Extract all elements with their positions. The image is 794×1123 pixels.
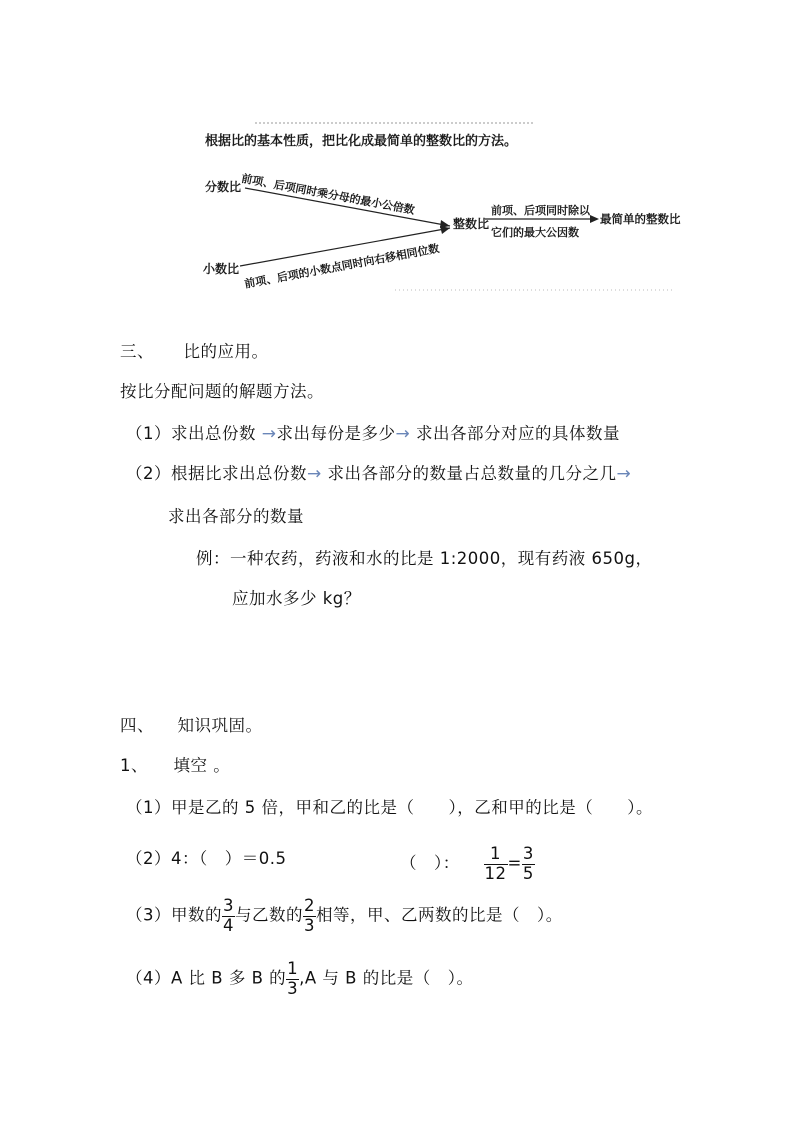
- section4-heading-text: 知识巩固。: [177, 716, 263, 735]
- step-2: [126, 460, 631, 484]
- question-1: （1）甲是乙的 5 倍，甲和乙的比是（ ），乙和甲的比是（ ）。: [126, 798, 653, 817]
- fraction-two-thirds: [303, 897, 316, 935]
- fraction-denominator: 3: [304, 915, 315, 935]
- fraction-denominator: 5: [522, 863, 534, 883]
- sub-heading-text: 填空 。: [173, 756, 231, 775]
- step2-b: 求出各部分的数量占总数量的几分之几: [327, 464, 617, 483]
- section4-heading-num: 四、: [120, 716, 154, 735]
- step-1: [126, 420, 620, 444]
- right-arrow-top-label: 前项、后项同时除以: [491, 204, 590, 217]
- fraction-numerator: 1: [287, 959, 299, 978]
- q2-blank-colon: （ ）：: [400, 853, 460, 873]
- section3-heading-text: 比的应用。: [183, 342, 269, 361]
- decimal-ratio-label: 小数比: [203, 262, 240, 276]
- fraction-three-fifths: [522, 845, 535, 883]
- fraction-three-quarters: [222, 897, 235, 935]
- step1-b: 求出每份是多少: [276, 424, 396, 443]
- question-2-left: （2）4：（ ）＝0.5: [126, 849, 287, 868]
- question-4: [126, 960, 474, 998]
- lower-arrow-label: 前项、后项的小数点同时向右移相同位数: [243, 241, 441, 291]
- fraction-numerator: 3: [522, 844, 534, 863]
- step1-c: 求出各部分对应的具体数量: [416, 424, 620, 443]
- diagram-title: 根据比的基本性质，把比化成最简单的整数比的方法。: [205, 134, 518, 149]
- fraction-one-third: [286, 960, 299, 998]
- arrow-icon: →: [616, 464, 632, 484]
- sub-heading-fill-blank: [120, 752, 230, 776]
- question-2-right: [400, 845, 535, 883]
- q3-part-c: 相等，甲、乙两数的比是（ ）。: [316, 905, 563, 925]
- fraction-denominator: 12: [484, 863, 507, 883]
- example-line-2: 应加水多少 kg？: [232, 589, 361, 608]
- q3-part-a: （3）甲数的: [126, 905, 222, 925]
- fraction-numerator: 3: [223, 896, 234, 915]
- integer-ratio-label: 整数比: [453, 217, 490, 231]
- q3-part-b: 与乙数的: [235, 905, 303, 925]
- fraction-denominator: 3: [287, 978, 299, 998]
- q4-part-a: （4）A 比 B 多 B 的: [126, 968, 287, 988]
- step1-a: 求出总份数: [171, 424, 256, 443]
- q4-part-b: ,A 与 B 的比是（ ）。: [299, 968, 474, 988]
- step2-c: 求出各部分的数量: [168, 507, 304, 526]
- step2-num: （2）: [126, 464, 171, 483]
- step2-a: 根据比求出总份数: [171, 464, 307, 483]
- fraction-one-twelfth: [484, 845, 508, 883]
- example-line-1: 例：一种农药，药液和水的比是 1:2000，现有药液 650g，: [196, 549, 653, 568]
- equals-sign: =: [507, 853, 522, 873]
- fraction-numerator: 2: [304, 896, 315, 915]
- arrow-icon: →: [395, 424, 411, 444]
- fraction-denominator: 4: [223, 915, 234, 935]
- fraction-ratio-label: 分数比: [205, 180, 242, 194]
- upper-arrow-label: 前项、后项同时乘分母的最小公倍数: [240, 171, 416, 217]
- right-arrow-bottom-label: 它们的最大公因数: [491, 226, 579, 239]
- section3-heading-num: 三、: [120, 342, 154, 361]
- section3-heading: [120, 338, 269, 362]
- question-3: [126, 897, 563, 935]
- section4-heading: [120, 712, 263, 736]
- arrow-icon: →: [261, 424, 277, 444]
- simplest-ratio-label: 最简单的整数比: [600, 212, 681, 226]
- section3-intro: 按比分配问题的解题方法。: [120, 382, 324, 401]
- fraction-numerator: 1: [490, 844, 501, 863]
- sub-heading-num: 1、: [120, 756, 148, 775]
- arrow-icon: →: [307, 464, 322, 484]
- ratio-simplification-diagram: [195, 118, 685, 298]
- step1-num: （1）: [126, 424, 171, 443]
